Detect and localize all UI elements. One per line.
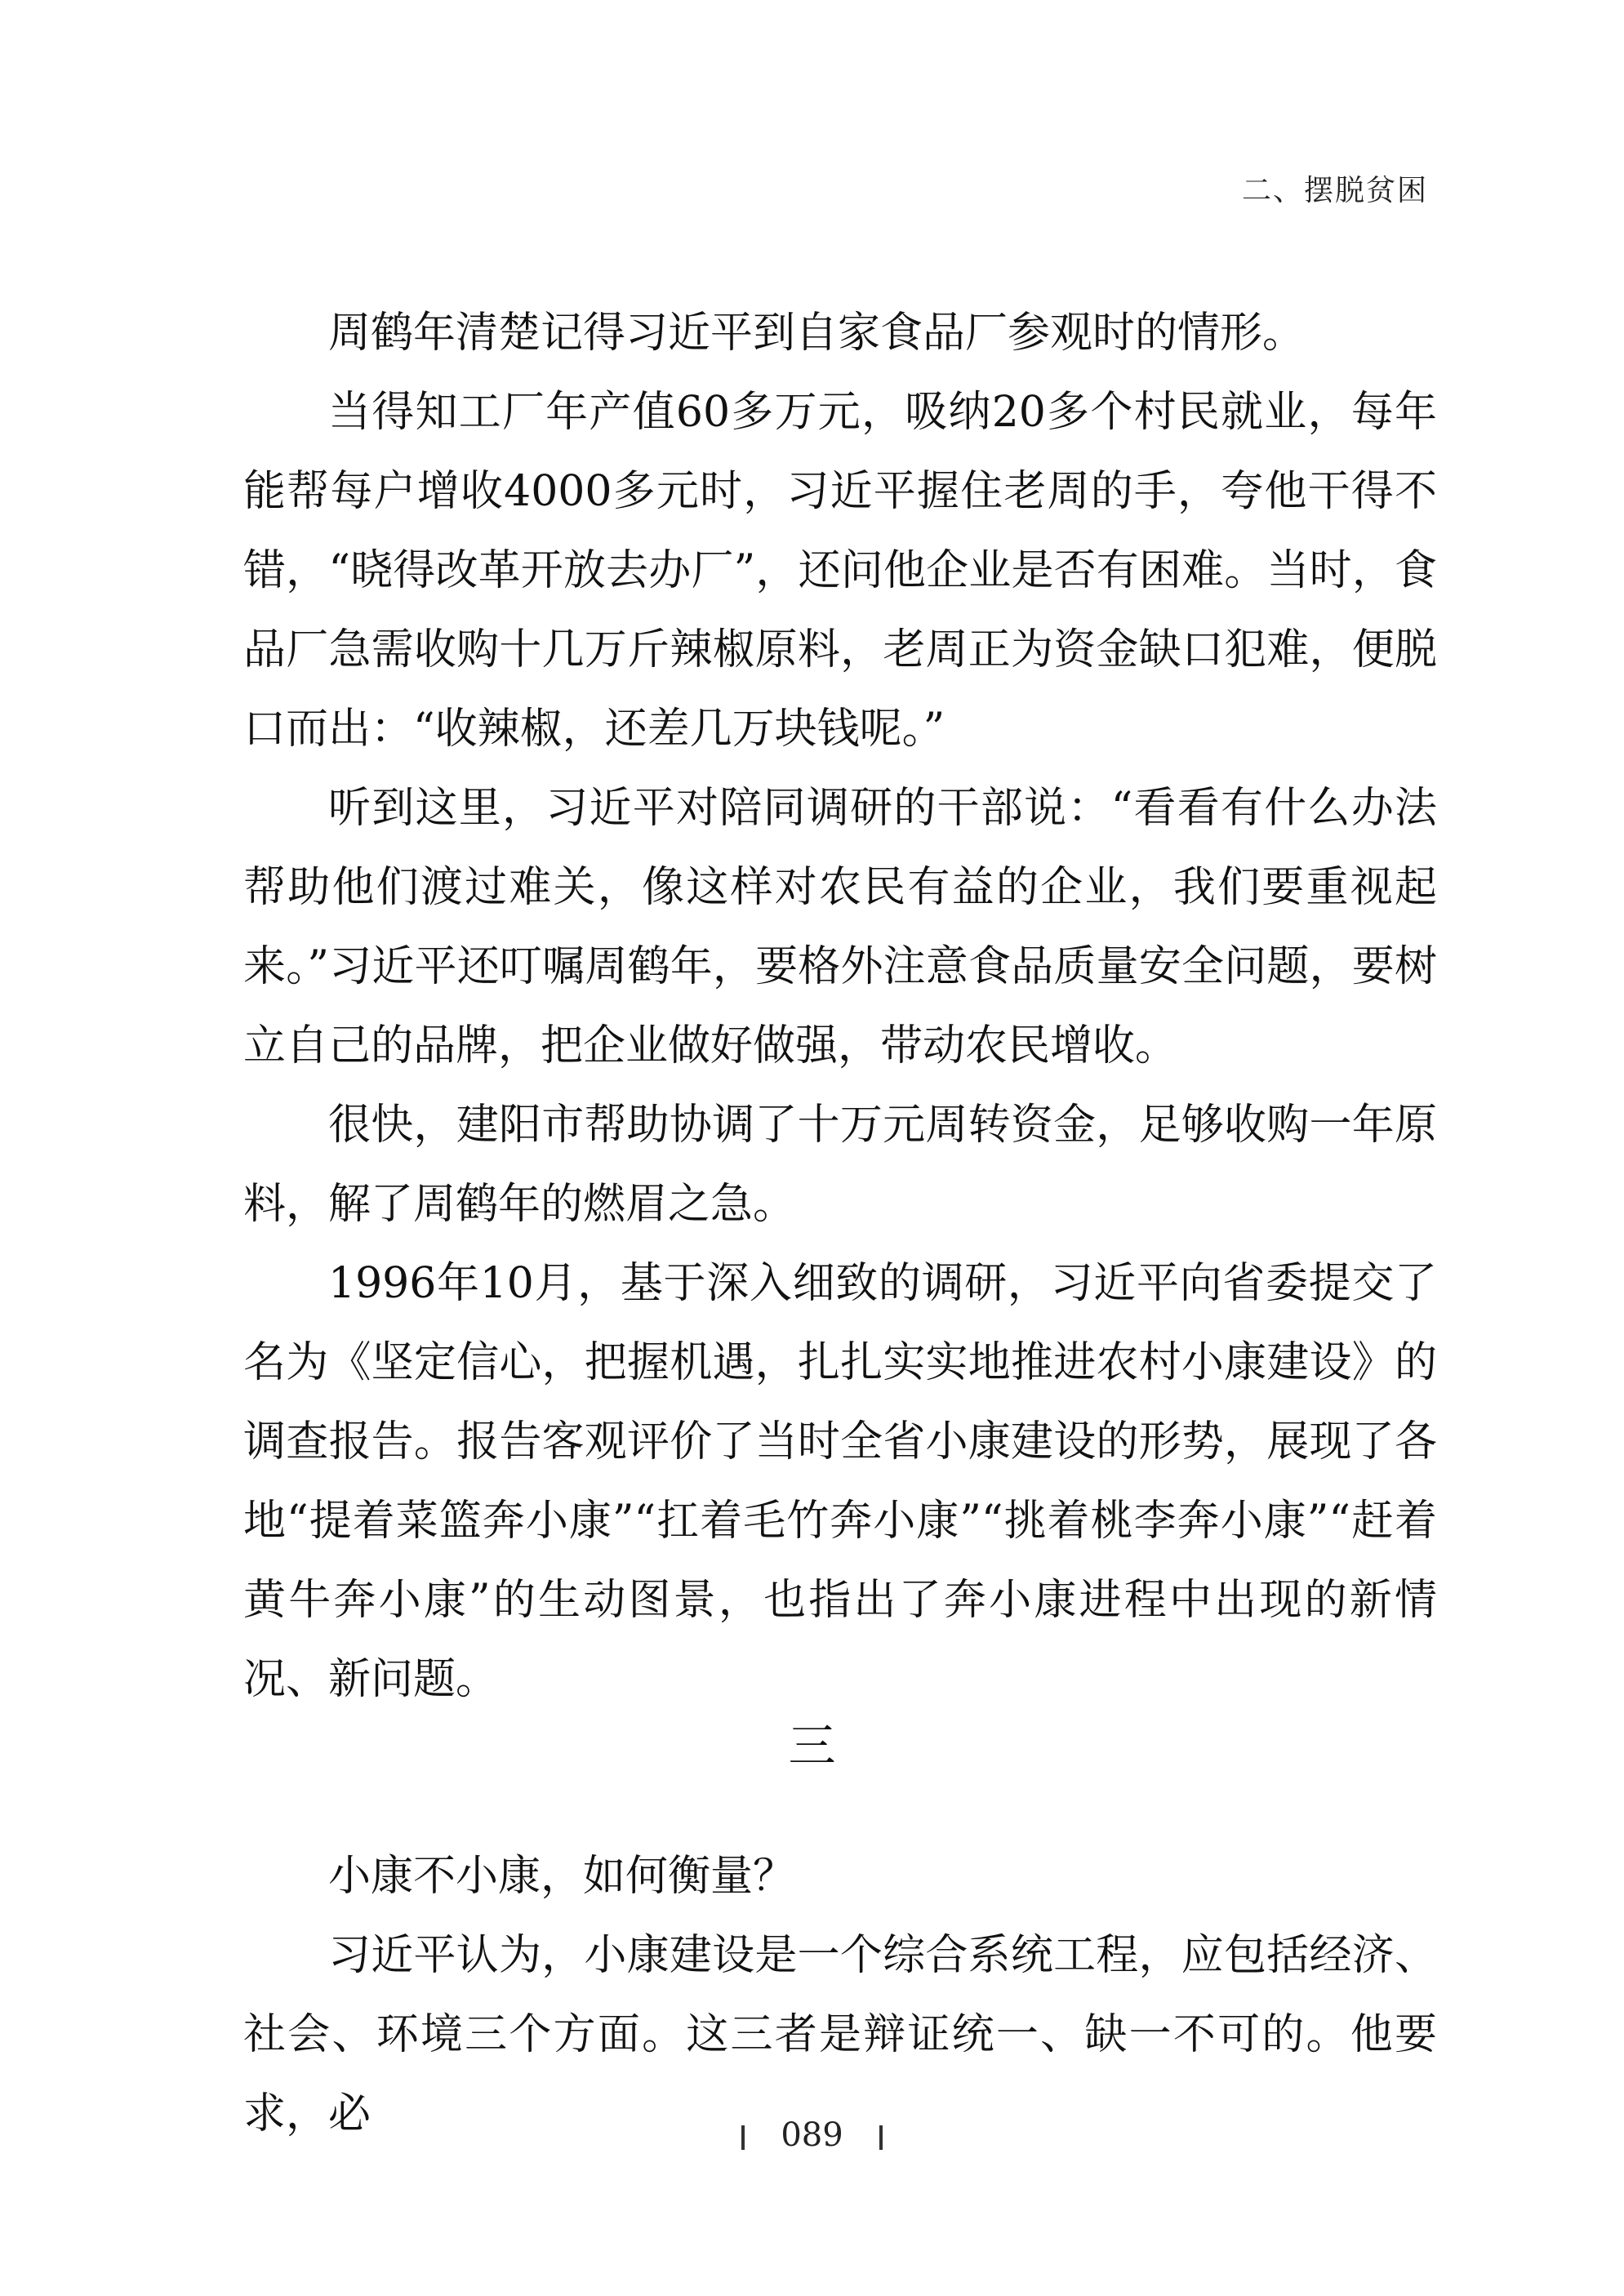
page-number: 089 bbox=[781, 2116, 843, 2154]
paragraph: 小康不小康，如何衡量？ bbox=[328, 1852, 796, 1901]
body-text-section-1 bbox=[243, 294, 1437, 1720]
running-header: 二、摆脱贫困 bbox=[1241, 174, 1428, 207]
footer-right-bar bbox=[879, 2125, 883, 2150]
paragraph: 听到这里，习近平对陪同调研的干部说：“看看有什么办法帮助他们渡过难关，像这样对农民有益的企业，我们要重视起来。”习近平还叮嘱周鹤年，要格外注意食品质量安全问题，要树立自己的品牌，把企业做好做强，带动农民增收。 bbox=[243, 784, 1437, 1070]
footer-left-bar bbox=[741, 2125, 745, 2150]
paragraph: 周鹤年清楚记得习近平到自家食品厂参观时的情形。 bbox=[328, 309, 1306, 358]
page-footer bbox=[0, 2116, 1624, 2154]
paragraph: 当得知工厂年产值60多万元，吸纳20多个村民就业，每年能帮每户增收4000多元时，习近平握住老周的手，夸他干得不错，“晓得改革开放去办厂”，还问他企业是否有困难。当时，食品厂急需收购十几万斤辣椒原料，老周正为资金缺口犯难，便脱口而出：“收辣椒，还差几万块钱呢。” bbox=[243, 388, 1437, 754]
body-text-section-2 bbox=[243, 1837, 1437, 2154]
paragraph: 习近平认为，小康建设是一个综合系统工程，应包括经济、社会、环境三个方面。这三者是辩证统一、缺一不可的。他要求，必 bbox=[243, 1931, 1437, 2138]
paragraph: 很快，建阳市帮助协调了十万元周转资金，足够收购一年原料，解了周鹤年的燃眉之急。 bbox=[243, 1101, 1437, 1229]
section-heading: 三 bbox=[788, 1718, 836, 1773]
paragraph: 1996年10月，基于深入细致的调研，习近平向省委提交了名为《坚定信心，把握机遇，扎扎实实地推进农村小康建设》的调查报告。报告客观评价了当时全省小康建设的形势，展现了各地“提着菜篮奔小康”“扛着毛竹奔小康”“挑着桃李奔小康”“赶着黄牛奔小康”的生动图景，也指出了奔小康进程中出现的新情况、新问题。 bbox=[243, 1259, 1437, 1704]
